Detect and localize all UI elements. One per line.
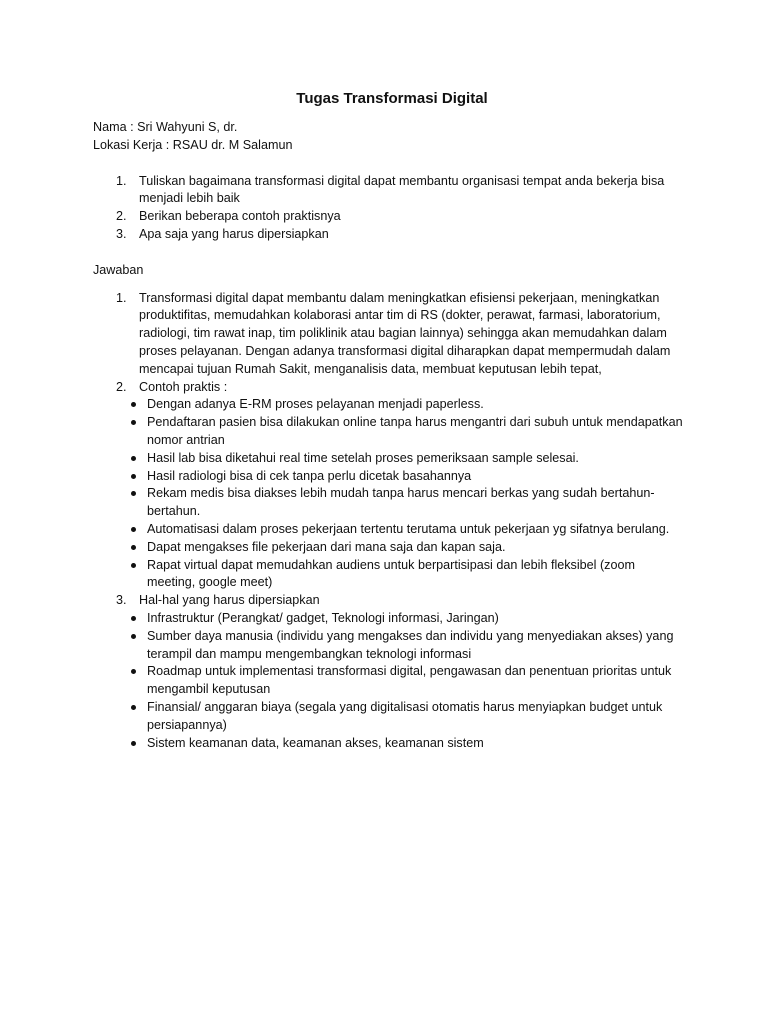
bullet-text: Hasil radiologi bisa di cek tanpa perlu dicetak basahannya [147,468,472,483]
answer-number: 1. [116,290,127,305]
answer-label: Hal-hal yang harus dipersiapkan [139,593,320,608]
bullet-text: Pendaftaran pasien bisa dilakukan online tanpa harus mengantri dari subuh untuk mendapatkan nomor antrian [147,415,683,447]
bullet-item [93,628,683,664]
question-text: Berikan beberapa contoh praktisnya [139,209,341,224]
answer-item-2 [93,379,683,593]
bullet-text: Rekam medis bisa diakses lebih mudah tanpa harus mencari berkas yang sudah bertahun-bertahun. [147,486,655,519]
bullet-item [93,396,683,414]
answer-number: 3. [116,593,127,608]
bullet-text: Dapat mengakses file pekerjaan dari mana saja dan kapan saja. [147,539,506,554]
bullet-item [93,414,683,450]
document-body [93,89,683,752]
meta-name: Nama : Sri Wahyuni S, dr. [93,120,238,134]
bullet-text: Automatisasi dalam proses pekerjaan tertentu terutama untuk pekerjaan yg sifatnya berulang. [147,521,670,536]
bullet-text: Dengan adanya E-RM proses pelayanan menjadi paperless. [147,397,484,412]
bullet-dot-icon [131,474,136,479]
answer-label: Contoh praktis : [139,379,228,394]
bullet-text: Sumber daya manusia (individu yang mengakses dan individu yang menyediakan akses) yang terampil dan mampu mengembangkan teknologi informasi [147,628,674,661]
bullet-dot-icon [131,705,136,710]
bullet-dot-icon [131,527,136,532]
bullet-item [93,521,683,539]
bullet-dot-icon [131,545,136,550]
bullet-item [93,735,683,753]
bullet-text: Infrastruktur (Perangkat/ gadget, Teknologi informasi, Jaringan) [147,610,499,625]
answer-heading: Jawaban [93,262,144,277]
bullet-dot-icon [131,563,136,568]
question-item [93,226,683,244]
meta-location: Lokasi Kerja : RSAU dr. M Salamun [93,137,293,152]
bullet-item [93,485,683,521]
bullet-text: Finansial/ anggaran biaya (segala yang digitalisasi otomatis harus menyiapkan budget untuk persiapannya) [147,699,663,732]
bullet-text: Roadmap untuk implementasi transformasi digital, pengawasan dan penentuan prioritas untuk mengambil keputusan [147,664,672,697]
answer-text: Transformasi digital dapat membantu dalam meningkatkan efisiensi pekerjaan, meningkatkan produktifitas, memudahkan kolaborasi antar tim di RS (dokter, perawat, farmasi, laboratorium, radiologi, tim rawat inap, tim poliklinik atau bagian lainnya) sehingga akan memudahkan dalam proses pelayanan. Dengan adanya transformasi digital diharapkan dapat mempermudah dalam mencapai tujuan Rumah Sakit, menganalisis data, membuat keputusan lebih tepat, [139,290,671,376]
bullet-item [93,610,683,628]
bullet-item [93,468,683,486]
answer-item-3 [93,592,683,752]
bullet-item [93,539,683,557]
answer-number: 2. [116,379,127,394]
question-item [93,208,683,226]
bullet-dot-icon [131,491,136,496]
bullet-dot-icon [131,669,136,674]
bullet-dot-icon [131,634,136,639]
bullet-dot-icon [131,741,136,746]
bullet-item [93,699,683,735]
bullet-dot-icon [131,456,136,461]
bullet-item [93,557,683,593]
bullet-list [93,610,683,752]
bullet-list [93,396,683,592]
bullet-dot-icon [131,420,136,425]
bullet-text: Hasil lab bisa diketahui real time setelah proses pemeriksaan sample selesai. [147,450,579,465]
question-text: Apa saja yang harus dipersiapkan [139,226,329,241]
question-number: 1. [116,173,127,188]
question-number: 2. [116,209,127,224]
bullet-dot-icon [131,616,136,621]
bullet-item [93,663,683,699]
bullet-item [93,450,683,468]
bullet-text: Rapat virtual dapat memudahkan audiens untuk berpartisipasi dan lebih fleksibel (zoom meeting, google meet) [147,557,635,590]
question-number: 3. [116,226,127,241]
question-list [93,173,683,244]
bullet-text: Sistem keamanan data, keamanan akses, keamanan sistem [147,735,484,750]
answer-list [93,290,683,753]
document-title: Tugas Transformasi Digital [296,90,488,107]
answer-item-1 [93,290,683,379]
question-text: Tuliskan bagaimana transformasi digital dapat membantu organisasi tempat anda bekerja bisa menjadi lebih baik [139,173,665,206]
question-item [93,173,683,209]
bullet-dot-icon [131,402,136,407]
